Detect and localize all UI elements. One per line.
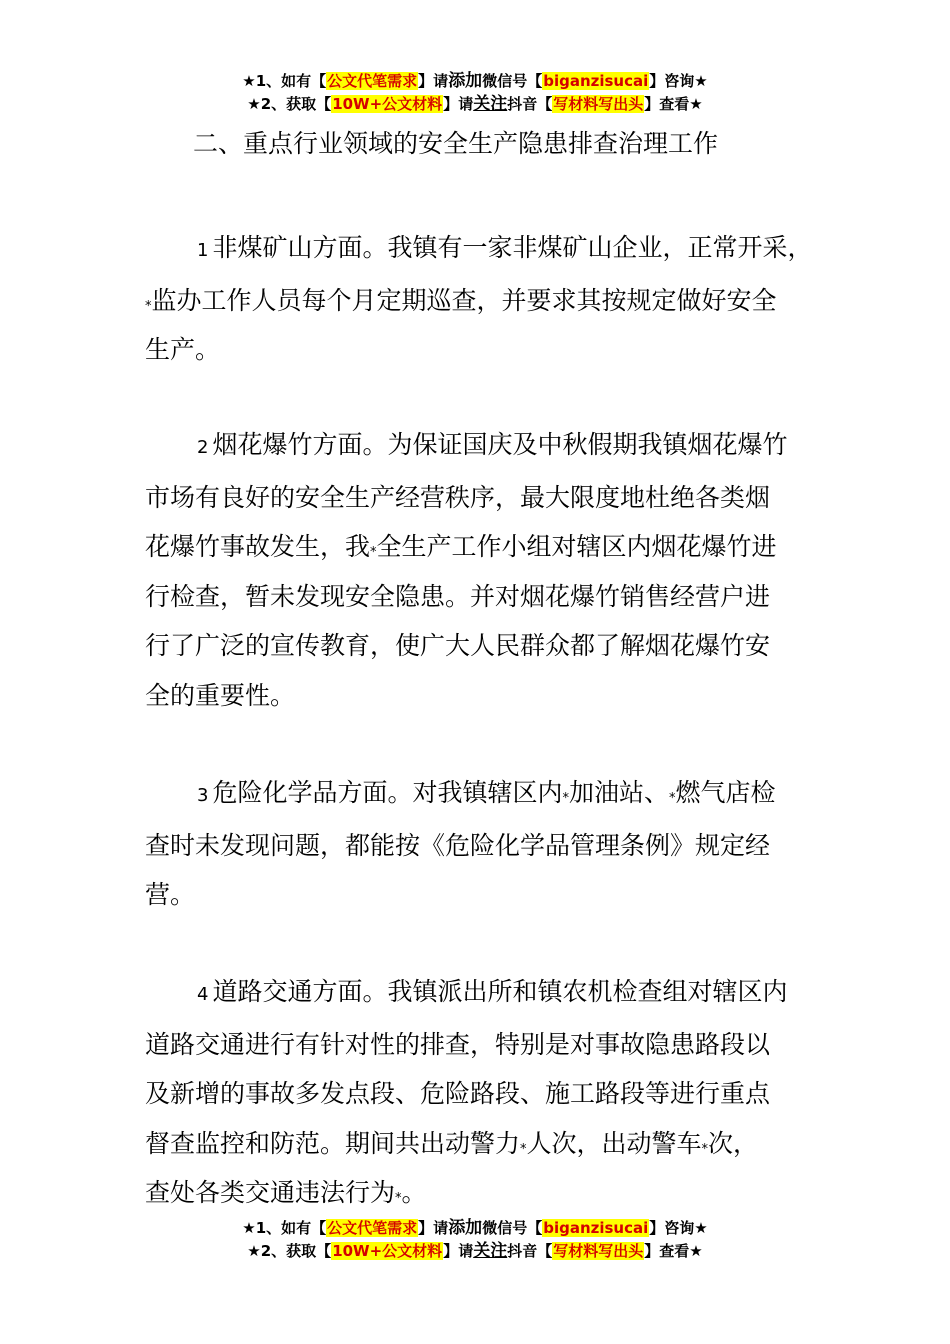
paragraph-hazardous-chemicals: 3 危险化学品方面。对我镇辖区内*加油站、*燃气店检 查时未发现问题，都能按《危险化学品管理条例》规定经 营。 (145, 778, 776, 909)
douyin-id-highlight: 写材料写出头 (553, 95, 644, 113)
wechat-id-highlight: biganzisucai (543, 72, 649, 90)
paragraph-road-traffic: 4 道路交通方面。我镇派出所和镇农机检查组对辖区内 道路交通进行有针对性的排查，特别是对事故隐患路段以 及新增的事故多发点段、危险路段、施工路段等进行重点 督查监控和防范。期间共出动警力*人次，出动警车*次， 查处各类交通违法行为*。 (145, 977, 788, 1207)
promo-line-1: ★1、如有【公文代笔需求】请添加微信号【biganzisucai】咨询★ (242, 71, 708, 91)
service-highlight: 公文代笔需求 (327, 72, 418, 90)
paragraph-fireworks: 2 烟花爆竹方面。为保证国庆及中秋假期我镇烟花爆竹 市场有良好的安全生产经营秩序，最大限度地杜绝各类烟 花爆竹事故发生，我*全生产工作小组对辖区内烟花爆竹进 行检查，暂未发现安全隐患。并对烟花爆竹销售经营户进 行了广泛的宣传教育，使广大人民群众都了解烟花爆竹安 全的重要性。 (145, 430, 788, 710)
promo-line-2: ★2、获取【10W+公文材料】请关注抖音【写材料写出头】查看★ (247, 1241, 703, 1261)
promo-line-1: ★1、如有【公文代笔需求】请添加微信号【biganzisucai】咨询★ (242, 1218, 708, 1238)
section-heading: 二、重点行业领域的安全生产隐患排查治理工作 (193, 129, 719, 158)
douyin-id-highlight: 写材料写出头 (553, 1242, 644, 1260)
promo-banner-top (0, 70, 950, 116)
paragraph-non-coal-mines: 1 非煤矿山方面。我镇有一家非煤矿山企业，正常开采， *监办工作人员每个月定期巡查，并要求其按规定做好安全 生产。 (145, 233, 813, 364)
promo-line-2: ★2、获取【10W+公文材料】请关注抖音【写材料写出头】查看★ (247, 94, 703, 114)
material-highlight: 10W+公文材料 (332, 95, 443, 113)
service-highlight: 公文代笔需求 (327, 1219, 418, 1237)
wechat-id-highlight: biganzisucai (543, 1219, 649, 1237)
promo-banner-bottom (0, 1217, 950, 1263)
material-highlight: 10W+公文材料 (332, 1242, 443, 1260)
